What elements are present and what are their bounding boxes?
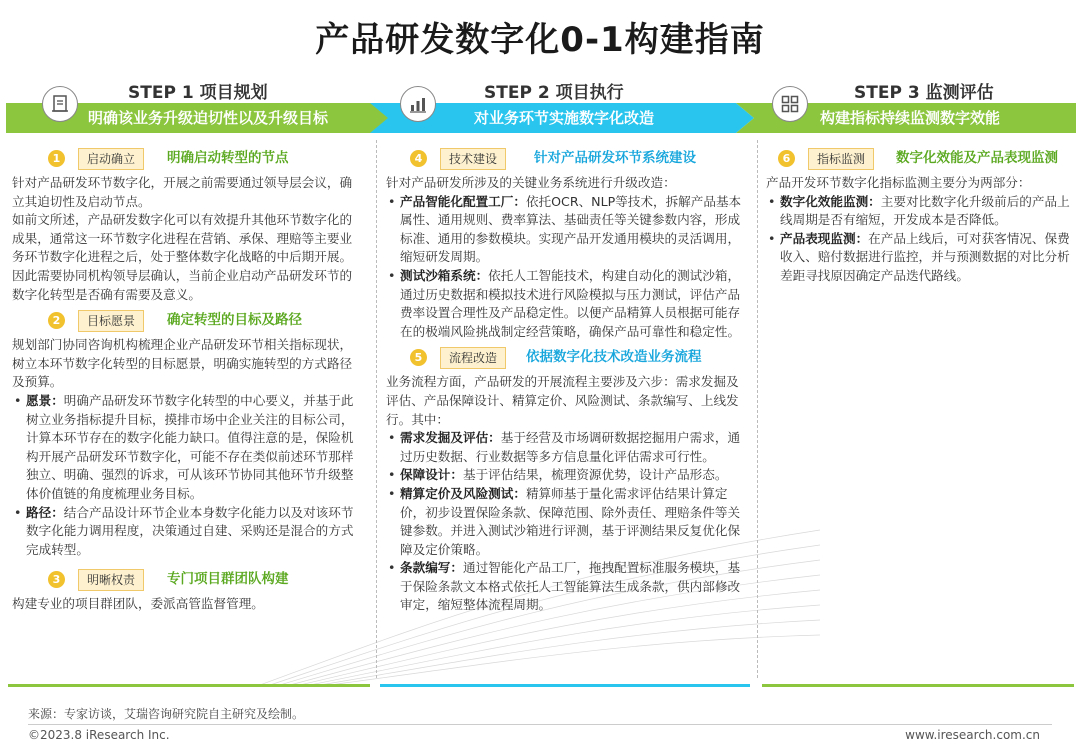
bullet-text: 通过智能化产品工厂，拖拽配置标准服务模块，基于保险条款文本格式依托人工智能算法生成条款，供内部修改审定，缩短整体流程周期。 — [400, 560, 741, 613]
section-tag: 指标监测 — [808, 148, 874, 170]
bullet-item — [12, 504, 364, 560]
column-divider — [376, 140, 377, 678]
bullet-text: 精算师基于量化需求评估结果计算定价，初步设置保险条款、保障范围、除外责任、理赔条件等关键参数。并进入测试沙箱进行评测，基于评测结果反复优化保障及定价策略。 — [400, 485, 741, 557]
step3-banner-text: 构建指标持续监测数字效能 — [820, 109, 1001, 127]
section-3-header — [12, 569, 364, 591]
step2-banner-text: 对业务环节实施数字化改造 — [474, 109, 655, 127]
section-title: 确定转型的目标及路径 — [167, 312, 302, 329]
section-number: 5 — [410, 349, 427, 366]
paragraph: 业务流程方面，产品研发的开展流程主要涉及六步：需求发掘及评估、产品保障设计、精算定价、风险测试、条款编写、上线发行。其中： — [386, 374, 739, 427]
page-title: 产品研发数字化0-1构建指南 — [315, 20, 765, 60]
bullet-text: 主要对比数字化升级前后的产品上线周期是否有缩短，开发成本是否降低。 — [780, 193, 1070, 228]
bullet-key: 数字化效能监测： — [780, 193, 881, 209]
document-icon — [42, 86, 78, 122]
bullet-key: 产品表现监测： — [780, 230, 869, 246]
copyright: ©2023.8 iResearch Inc. — [28, 728, 170, 742]
step1-label: STEP 1 项目规划 — [128, 83, 268, 103]
paragraph: 构建专业的项目群团队，委派高管监督管理。 — [12, 596, 264, 612]
bullet-key: 需求发掘及评估： — [400, 430, 501, 446]
section-tag: 启动确立 — [78, 148, 144, 170]
bullet-key: 保障设计： — [400, 467, 463, 483]
column-divider — [757, 140, 758, 678]
bullet-text: 明确产品研发环节数字化转型的中心要义，并基于此树立业务指标提升目标，摸排市场中企业关注的目标公司，计算本环节存在的数字化能力缺口。值得注意的是，保险机构开展产品研发环节数字化，可能不存在类似前述环节那样独立、明确、强烈的诉求，可从该环节协同其他环节升级整体价值链的角度梳理业务目标。 — [26, 392, 354, 501]
bullet-item — [12, 392, 364, 504]
section-tag: 明晰权责 — [78, 569, 144, 591]
section-number: 2 — [48, 312, 65, 329]
step1-banner-text: 明确该业务升级迫切性以及升级目标 — [88, 109, 329, 127]
bullet-item — [386, 466, 748, 485]
section-tag: 目标愿景 — [78, 310, 144, 332]
chart-icon — [400, 86, 436, 122]
section-title: 针对产品研发环节系统建设 — [534, 150, 696, 166]
paragraph: 规划部门协同咨询机构梳理企业产品研发环节相关指标现状，树立本环节数字化转型的目标愿景，明确实施转型的方式路径及预算。 — [12, 337, 353, 390]
step2-bottom-bar — [380, 684, 750, 687]
website-link[interactable]: www.iresearch.com.cn — [905, 728, 1040, 742]
step3-column — [766, 142, 1072, 286]
bullet-item — [386, 559, 748, 615]
section-number: 3 — [48, 571, 65, 588]
paragraph: 如前文所述，产品研发数字化可以有效提升其他环节数字化的成果，通常这一环节数字化进程在营销、承保、理赔等主要业务环节数字化进程之后，处于整体数字化战略的中后期开展。因此需要协同机构领导层确认，当前企业启动产品研发环节的数字化转型是否确有需要及意义。 — [12, 212, 353, 302]
bullet-key: 测试沙箱系统： — [400, 267, 489, 283]
bullet-text: 结合产品设计环节企业本身数字化能力以及对该环节数字化能力调用程度，决策通过自建、采购还是混合的方式完成转型。 — [26, 504, 354, 557]
bullet-key: 精算定价及风险测试： — [400, 485, 526, 501]
step1-column — [12, 142, 364, 614]
bullet-item — [766, 193, 1072, 230]
bullet-item — [386, 429, 748, 466]
bullet-key: 产品智能化配置工厂： — [400, 193, 526, 209]
section-tag: 技术建设 — [440, 148, 506, 170]
section-number: 1 — [48, 150, 65, 167]
bullet-key: 路径： — [26, 504, 64, 520]
paragraph: 针对产品研发环节数字化，开展之前需要通过领导层会议，确立其迫切性及启动节点。 — [12, 175, 353, 209]
footer-divider — [28, 724, 1052, 725]
bullet-text: 在产品上线后，可对获客情况、保费收入、赔付数据进行监控，并与预测数据的对比分析差距寻找原因确定产品迭代路线。 — [780, 230, 1070, 283]
section-2-header — [12, 310, 364, 332]
bullet-text: 依托人工智能技术，构建自动化的测试沙箱，通过历史数据和模拟技术进行风险模拟与压力测试，评估产品费率设置合理性及产品稳定性。以便产品精算人员根据可能存在的极端风险挑战制定经营策略，确保产品可靠性和稳定性。 — [400, 267, 741, 339]
section-4-header — [386, 148, 748, 170]
section-title: 明确启动转型的节点 — [167, 150, 289, 166]
step3-label: STEP 3 监测评估 — [854, 83, 994, 103]
step3-bottom-bar — [762, 684, 1074, 687]
grid-icon — [772, 86, 808, 122]
bullet-key: 愿景： — [26, 392, 64, 408]
paragraph: 产品开发环节数字化指标监测主要分为两部分： — [766, 175, 1031, 190]
section-6-header — [766, 148, 1072, 170]
bullet-item — [386, 267, 748, 341]
bullet-item — [766, 230, 1072, 286]
section-title: 专门项目群团队构建 — [167, 571, 289, 588]
bullet-item — [386, 193, 748, 267]
bullet-text: 基于经营及市场调研数据挖掘用户需求，通过历史数据、行业数据等多方信息量化评估需求可行性。 — [400, 430, 741, 464]
step1-bottom-bar — [8, 684, 370, 687]
step2-label: STEP 2 项目执行 — [484, 83, 624, 103]
paragraph: 针对产品研发所涉及的关键业务系统进行升级改造： — [386, 175, 676, 190]
bullet-text: 基于评估结果，梳理资源优势，设计产品形态。 — [462, 467, 728, 483]
bullet-text: 依托OCR、NLP等技术，拆解产品基本属性、通用规则、费率算法、基础责任等关键参数内容，形成标准、通用的参数模块。实现产品开发通用模块的灵活调用，缩短研发周期。 — [400, 193, 742, 265]
section-tag: 流程改造 — [440, 347, 506, 369]
section-5-header — [386, 347, 748, 369]
section-title: 依据数字化技术改造业务流程 — [526, 349, 702, 366]
bullet-item — [386, 485, 748, 559]
section-number: 4 — [410, 150, 427, 167]
source-note: 来源：专家访谈，艾瑞咨询研究院自主研究及绘制。 — [28, 707, 305, 721]
section-title: 数字化效能及产品表现监测 — [896, 150, 1058, 166]
section-1-header — [12, 148, 364, 170]
step2-column — [386, 142, 748, 615]
section-number: 6 — [778, 150, 795, 167]
bullet-key: 条款编写： — [400, 560, 463, 576]
